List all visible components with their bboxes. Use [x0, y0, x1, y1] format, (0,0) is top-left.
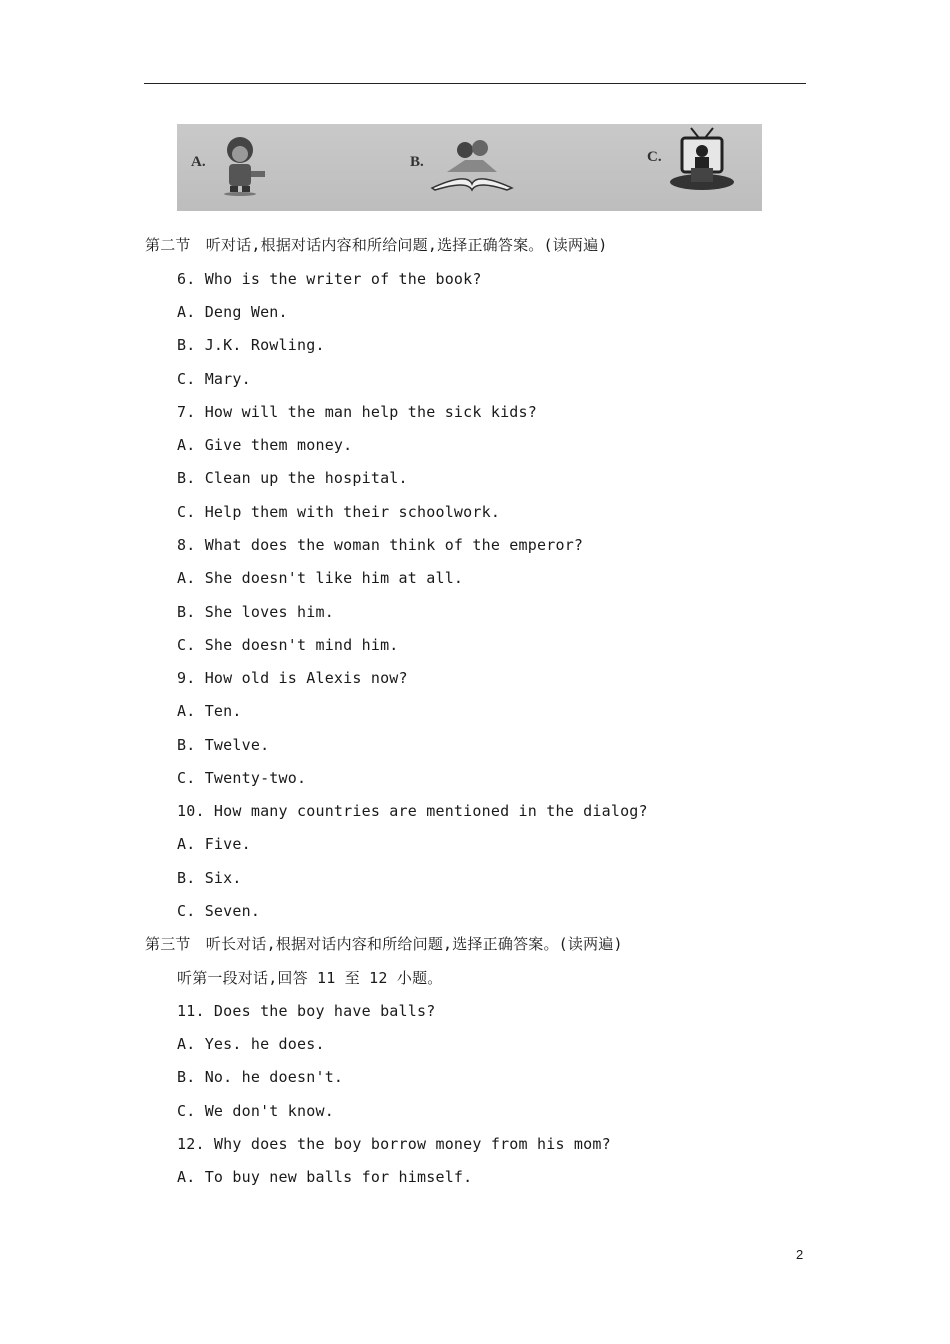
- section-2-heading: 第二节 听对话,根据对话内容和所给问题,选择正确答案。(读两遍): [145, 236, 608, 254]
- kid-picture: [191, 137, 265, 196]
- header-rule: [144, 83, 806, 84]
- option-9a: A. Ten.: [177, 702, 242, 720]
- option-10c: C. Seven.: [177, 902, 261, 920]
- option-11c: C. We don't know.: [177, 1102, 334, 1120]
- question-7: 7. How will the man help the sick kids?: [177, 403, 537, 421]
- option-6a: A. Deng Wen.: [177, 303, 288, 321]
- question-10: 10. How many countries are mentioned in the dialog?: [177, 802, 648, 820]
- option-9c: C. Twenty-two.: [177, 769, 307, 787]
- page-number: 2: [796, 1247, 804, 1262]
- option-12a: A. To buy new balls for himself.: [177, 1168, 473, 1186]
- option-11a: A. Yes. he does.: [177, 1035, 325, 1053]
- question-12: 12. Why does the boy borrow money from his mom?: [177, 1135, 611, 1153]
- option-7c: C. Help them with their schoolwork.: [177, 503, 501, 521]
- option-9b: B. Twelve.: [177, 736, 270, 754]
- answer-pictures: [177, 124, 762, 211]
- question-11: 11. Does the boy have balls?: [177, 1002, 436, 1020]
- figure-label-c: C.: [647, 149, 662, 165]
- option-10b: B. Six.: [177, 869, 242, 887]
- question-6: 6. Who is the writer of the book?: [177, 270, 482, 288]
- option-7b: B. Clean up the hospital.: [177, 469, 408, 487]
- tv-picture: [647, 128, 734, 190]
- question-8: 8. What does the woman think of the emperor?: [177, 536, 584, 554]
- option-8b: B. She loves him.: [177, 603, 334, 621]
- option-6c: C. Mary.: [177, 370, 251, 388]
- option-8a: A. She doesn't like him at all.: [177, 569, 464, 587]
- option-6b: B. J.K. Rowling.: [177, 336, 325, 354]
- section-3-heading: 第三节 听长对话,根据对话内容和所给问题,选择正确答案。(读两遍): [145, 935, 623, 953]
- option-11b: B. No. he doesn't.: [177, 1068, 344, 1086]
- dialog-instruction: 听第一段对话,回答 11 至 12 小题。: [177, 969, 443, 987]
- option-8c: C. She doesn't mind him.: [177, 636, 399, 654]
- reading-kids-picture: [410, 140, 512, 190]
- figure-label-a: A.: [191, 154, 206, 170]
- question-9: 9. How old is Alexis now?: [177, 669, 408, 687]
- figure-label-b: B.: [410, 154, 424, 170]
- option-7a: A. Give them money.: [177, 436, 353, 454]
- option-10a: A. Five.: [177, 835, 251, 853]
